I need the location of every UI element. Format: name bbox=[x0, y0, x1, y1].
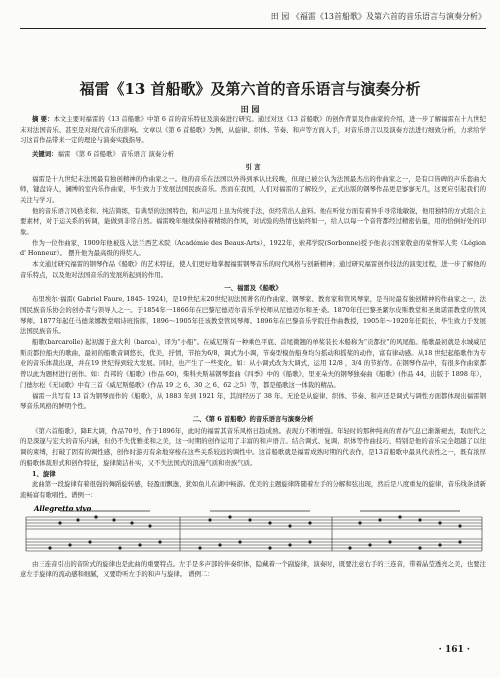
keywords-label: 关键词： bbox=[32, 150, 58, 159]
staff-lines bbox=[26, 517, 482, 551]
score-tempo: Allegretto vivo bbox=[34, 503, 92, 513]
paragraph: 他的音乐语言风格柔和、纯洁简练，有典型的法国特色，和声运用上虽为传统手法，但经常出人意料。他在听觉方面有着异乎寻常地敏锐，他用独特的方式组合主要素材，对于运关系的转调，能做到非常自然。福雷晚年继续保持着精练的作风，对试验的热情也始终如一，给人以每一个音符都经过精密估量，用的恰倒好处的印象。 bbox=[20, 206, 486, 237]
score-notes bbox=[48, 515, 461, 549]
section1-heading: 一、福雷及《船歌》 bbox=[224, 283, 282, 292]
paragraph: 《第六首船歌》，降E大调，作品70号，作于1896年，此时的福雷其音乐风格日趋成熟。表现力不断增强。年轻时的那种纯真的青春气息已渐渐褪去，取而代之的是深邃与宏大的音乐内涵，但仍不失优雅柔和之美，这一时期的创作运用了丰富的和声语言。结合调式、复调、织体等作曲技巧，特别是他的音乐完全超越了以往调的束缚，打破了固有的调性感，创作时游刃有余地穿梭在这些关系较远的调性中。这首船歌就是福雷成熟时期的代表作，是13首船歌中最具代表性之一，既有浓厚的船歌体裁形式和创作特征，旋律简洁朴实，又不失法国式的浪漫气质和贵族气质。 bbox=[20, 426, 486, 467]
running-header bbox=[20, 8, 486, 29]
paragraph: 布里埃尔·福雷( Gabriel Faure, 1845- 1924)，是19世纪末20世纪初法国著名的作曲家、钢琴家、教育家和管风琴家，是当时最有独创精神的作曲家之一，法国民族音乐协会的创办者与领导人之一。于1854年一1866年在巴黎尼德迈尔音乐学校师从尼德迈尔和圣·桑。1870年任巴黎圣絮尔皮斯教堂和圣奥诺雷教堂的管风琴师。1877年起任马德莱娜教堂唱诗班指挥，1896～1905年任该教堂管风琴师。1896年在巴黎音乐学院任作曲教授，1905年～1920年任院长，毕生致力于发展法国民族音乐。 bbox=[20, 295, 486, 336]
running-title: 田 园 《福雷《13首船歌》及第六首的音乐语言与演奏分析》 bbox=[270, 12, 486, 21]
abstract-label: 摘 要： bbox=[32, 115, 54, 123]
subsection1-heading: 1、旋律 bbox=[32, 469, 56, 478]
intro-heading: 引 言 bbox=[245, 162, 261, 171]
keywords-text: 福雷 《第 6 首船歌》 音乐语言 演奏分析 bbox=[57, 150, 175, 159]
abstract-text: 本文主要对福雷的《13 首船歌》中第 6 首的音乐特征及演奏进行研究。通过对这《13 首船歌》的创作背景及作曲家的介绍，进一步了解福雷在十九世纪末对法国音乐、甚至是对现代音乐的影响。文章以《第 6 首船歌》为例，从旋律、织体、节奏、和声等方面入手，对音乐语言以及演奏方法进行细致分析，力求给学习这首作品带来一定的理论与演奏实践指导。 bbox=[20, 115, 486, 145]
paragraph: 本文通过研究福雷的钢琴作品《船歌》的艺术特征，使人们更好地掌握福雷钢琴音乐的时代风格与创新精神；通过研究福雷创作技法的演变过程，进一步了解他的音乐特点，以及他对法国音乐的发展所起到的作用。 bbox=[20, 260, 486, 279]
music-score-example bbox=[20, 503, 486, 557]
article-author: 田 园 bbox=[240, 104, 260, 114]
paragraph: 福雷一共写有 13 首为钢琴而作的《船歌》，从 1883 年到 1921 年，其间经历了 38 年。无论是从旋律、织体、节奏、和声还是调式与调性方面都体现出福雷钢琴音乐风格的鲜明个性。 bbox=[20, 391, 486, 411]
score-staves bbox=[20, 503, 486, 557]
paragraph: 船歌(barcarolle) 起初源于意大利（barca），译为“小船”。在威尼斯有一种乘色平底、首尾微翘的单桨装长木船称为“贡都拉”的风尾船。船歌最初就是水城威尼斯贡都拉船夫的歌曲，最初的船歌音调悠长，优美，抒情，节拍为6/8，调式为小调，节奏型模仿船身均匀摇动和摇桨的动作，富有律动感。从18 世纪起船歌作为专业的音乐体裁出现，并在19 世纪得到较大发展。同时，也产生了一些变化，如：从小调式改为大调式，运用 12/8 ，3/4 的节拍等。在钢琴作品中，有很多作曲家都曾以此为题材进行创作。如：肖邦的《船歌》(作品 60)，柴科夫斯基钢琴套曲《四季》中的《船歌》，里亚朵夫的钢琴独奏曲《船歌》(作品 44，出版于 1898 年），门德尔松《无词歌》中有三首《威尼斯船歌》(作品 19 之 6、30 之 6、62 之5）等，都是船歌这一体裁的精品。 bbox=[20, 338, 486, 389]
section2-heading: 二、《第 6 首船歌》的音乐语言与演奏分析 bbox=[192, 414, 314, 423]
paragraph: 此曲第一段旋律有着很强的舞蹈旋转感，轻盈而飘逸，犹如鱼儿在湖中畅游。优美的主题旋律阵随着左手的分解和弦出现，然后是八度重复的旋律，音乐线条清新流畅富有歌唱性。谱例一： bbox=[20, 480, 486, 499]
abstract bbox=[20, 114, 486, 146]
paragraph: 由三连音引出的音阶式的旋律也是此曲的重要特点。左手是多声部的伴奏织体，隐藏着一个副旋律，演奏时，既要注意右手的三连音，带着晶莹透亮之美，也要注意左手旋律的流动感和细腻，又要聆听左手的和声与旋律。 谱例二： bbox=[20, 559, 486, 579]
article-title: 福雷《13 首船歌》及第六首的音乐语言与演奏分析 bbox=[79, 80, 421, 98]
article-body bbox=[20, 114, 486, 580]
paragraph: 福雷是十九世纪末法国最有独创精神的作曲家之一。他的音乐在法国以外得到承认比较晚，但现已被公认为法国最杰出的作曲家之一，是有口皆碑的声乐套曲大师，键盘诗人，澜博的室内乐作曲家，毕生致力于发展法国民族音乐。然而在我国，人们对福雷的了解较少，正式出版的钢琴作品更是寥寥无几，这更应引起我们的关注与学习。 bbox=[20, 174, 486, 204]
keywords bbox=[20, 149, 486, 160]
page-number: · 161 · bbox=[438, 645, 470, 655]
paragraph: 作为一位作曲家，1909年他被选入法兰西艺术院（Académie des Beaux-Arts），1922年，索邦学院(Sorbonne)授予他表示国家敬意的荣誉军人奖（Légion d' Honneur）。 摆升他为最高级的得奖人。 bbox=[20, 238, 486, 258]
